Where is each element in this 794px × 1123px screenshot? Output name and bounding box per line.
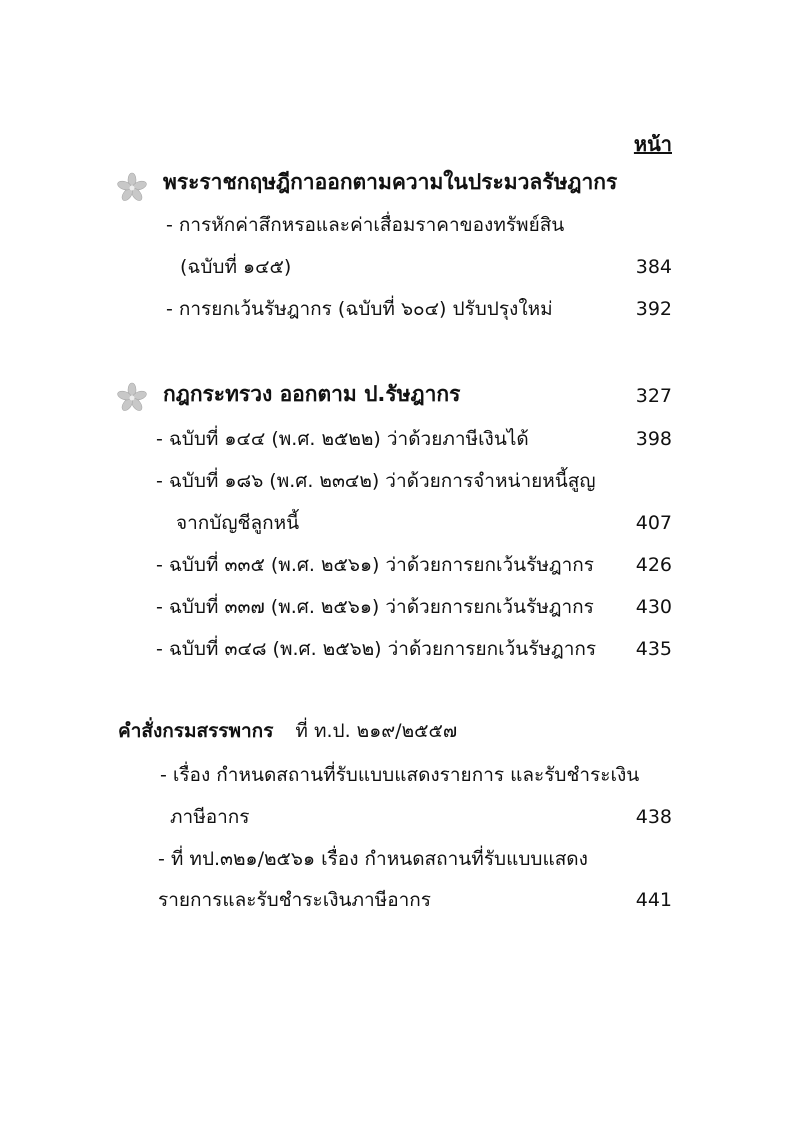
section3-entry1-page: 438: [635, 806, 672, 828]
section2-entry4-line1: - ฉบับที่ ๓๓๗ (พ.ศ. ๒๕๖๑) ว่าด้วยการยกเว้นรัษฎากร: [156, 596, 594, 618]
section2-entry3-page: 426: [635, 554, 672, 576]
section1-entry1-page: 384: [635, 256, 672, 278]
section1-entry2-page: 392: [635, 298, 672, 320]
section2-entry5-page: 435: [635, 638, 672, 660]
section2-entry5-line1: - ฉบับที่ ๓๔๘ (พ.ศ. ๒๕๖๒) ว่าด้วยการยกเว้นรัษฎากร: [156, 638, 597, 660]
section3-entry1-line2: ภาษีอากร: [170, 806, 250, 828]
section3-entry2-line1: - ที่ ทป.๓๒๑/๒๕๖๑ เรื่อง กำหนดสถานที่รับแบบแสดง: [158, 848, 588, 870]
section2-title: กฎกระทรวง ออกตาม ป.รัษฎากร: [163, 382, 461, 406]
section3-entry2-page: 441: [635, 889, 672, 911]
section1-entry1-line2: (ฉบับที่ ๑๔๕): [180, 256, 292, 278]
section2-page: 327: [635, 385, 672, 407]
section3-entry2-line2: รายการและรับชำระเงินภาษีอากร: [158, 889, 431, 911]
page-column-label: หน้า: [633, 132, 672, 156]
section2-entry1-page: 398: [635, 428, 672, 450]
section3-entry1-line1: - เรื่อง กำหนดสถานที่รับแบบแสดงรายการ และรับชำระเงิน: [160, 764, 640, 786]
flower-bullet-icon: [116, 172, 148, 204]
section2-entry2-line1: - ฉบับที่ ๑๘๖ (พ.ศ. ๒๓๔๒) ว่าด้วยการจำหน่ายหนี้สูญ: [156, 470, 596, 492]
flower-bullet-icon: [116, 382, 148, 414]
section2-entry3-line1: - ฉบับที่ ๓๓๕ (พ.ศ. ๒๕๖๑) ว่าด้วยการยกเว้นรัษฎากร: [156, 554, 594, 576]
section3-title: คำสั่งกรมสรรพากร: [118, 720, 274, 742]
section1-entry2-line1: - การยกเว้นรัษฎากร (ฉบับที่ ๖๐๔) ปรับปรุงใหม่: [166, 298, 553, 320]
section2-entry2-line2: จากบัญชีลูกหนี้: [176, 512, 300, 534]
section1-entry1-line1: - การหักค่าสึกหรอและค่าเสื่อมราคาของทรัพย์สิน: [166, 214, 565, 236]
section3-heading: [118, 722, 457, 741]
section1-title: พระราชกฤษฎีกาออกตามความในประมวลรัษฎากร: [163, 170, 618, 194]
section3-ref: ที่ ท.ป. ๒๑๙/๒๕๕๗: [295, 720, 458, 742]
section2-entry1-line1: - ฉบับที่ ๑๔๔ (พ.ศ. ๒๕๒๒) ว่าด้วยภาษีเงินได้: [156, 428, 529, 450]
section2-entry4-page: 430: [635, 596, 672, 618]
section2-entry2-page: 407: [635, 512, 672, 534]
